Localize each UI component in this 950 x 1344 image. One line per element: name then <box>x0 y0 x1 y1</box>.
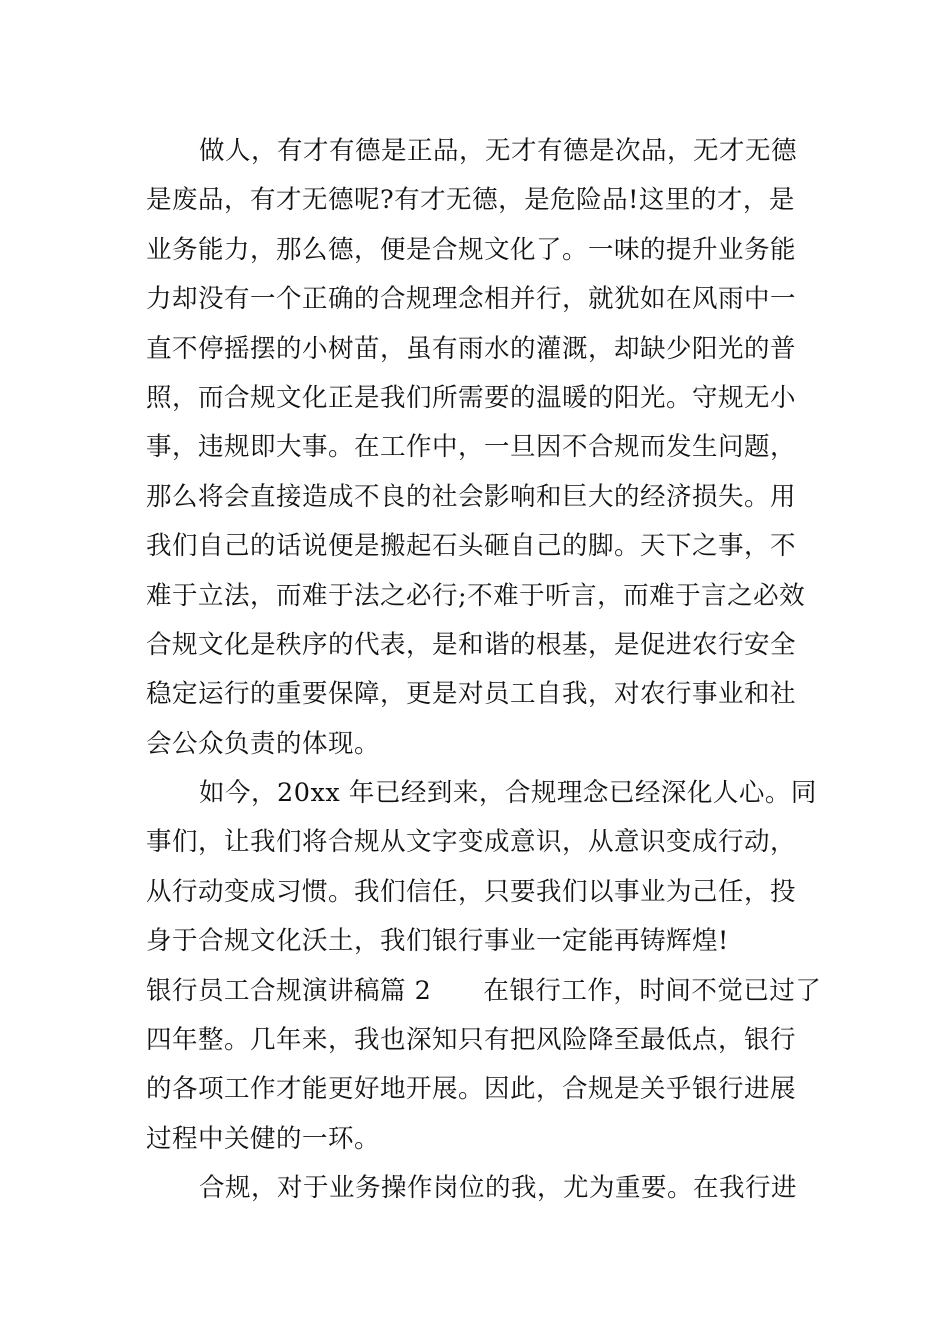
text-line: 难于立法，而难于法之必行;不难于听言，而难于言之必效 <box>146 580 806 611</box>
text-line: 稳定运行的重要保障，更是对员工自我，对农行事业和社 <box>146 679 797 710</box>
text-line: 直不停摇摆的小树苗，虽有雨水的灌溉，却缺少阳光的普 <box>146 333 797 364</box>
text-line: 会公众负责的体现。 <box>146 728 381 759</box>
text-line: 是废品，有才无德呢?有才无德，是危险品!这里的才，是 <box>146 185 795 216</box>
section-heading-line <box>146 967 822 1016</box>
text-line: 力却没有一个正确的合规理念相并行，就犹如在风雨中一 <box>146 284 797 315</box>
text-line: 事，违规即大事。在工作中，一旦因不合规而发生问题， <box>146 432 797 463</box>
text-line: 如今，20xx 年已经到来，合规理念已经深化人心。同 <box>199 778 817 809</box>
text-line: 合规，对于业务操作岗位的我，尤为重要。在我行进 <box>199 1173 798 1204</box>
text-line: 事们，让我们将合规从文字变成意识，从意识变成行动， <box>146 827 797 858</box>
text-line: 过程中关健的一环。 <box>146 1123 381 1154</box>
text-line: 从行动变成习惯。我们信任，只要我们以事业为己任，投 <box>146 876 797 907</box>
text-line: 业务能力，那么德，便是合规文化了。一味的提升业务能 <box>146 234 797 265</box>
text-line: 四年整。几年来，我也深知只有把风险降至最低点，银行 <box>146 1025 797 1056</box>
text-line: 做人，有才有德是正品，无才有德是次品，无才无德 <box>199 136 798 166</box>
section-title: 银行员工合规演讲稿篇 2 <box>146 975 432 1006</box>
text-line: 那么将会直接造成不良的社会影响和巨大的经济损失。用 <box>146 481 797 512</box>
paragraph-start: 在银行工作，时间不觉已过了 <box>483 975 822 1006</box>
document-body <box>146 127 822 1214</box>
text-line: 的各项工作才能更好地开展。因此，合规是关乎银行进展 <box>146 1074 797 1105</box>
text-line: 身于合规文化沃土，我们银行事业一定能再铸辉煌! <box>146 926 729 957</box>
text-line: 照，而合规文化正是我们所需要的温暖的阳光。守规无小 <box>146 382 797 413</box>
text-line: 合规文化是秩序的代表，是和谐的根基，是促进农行安全 <box>146 629 797 660</box>
text-line: 我们自己的话说便是搬起石头砸自己的脚。天下之事，不 <box>146 531 797 562</box>
